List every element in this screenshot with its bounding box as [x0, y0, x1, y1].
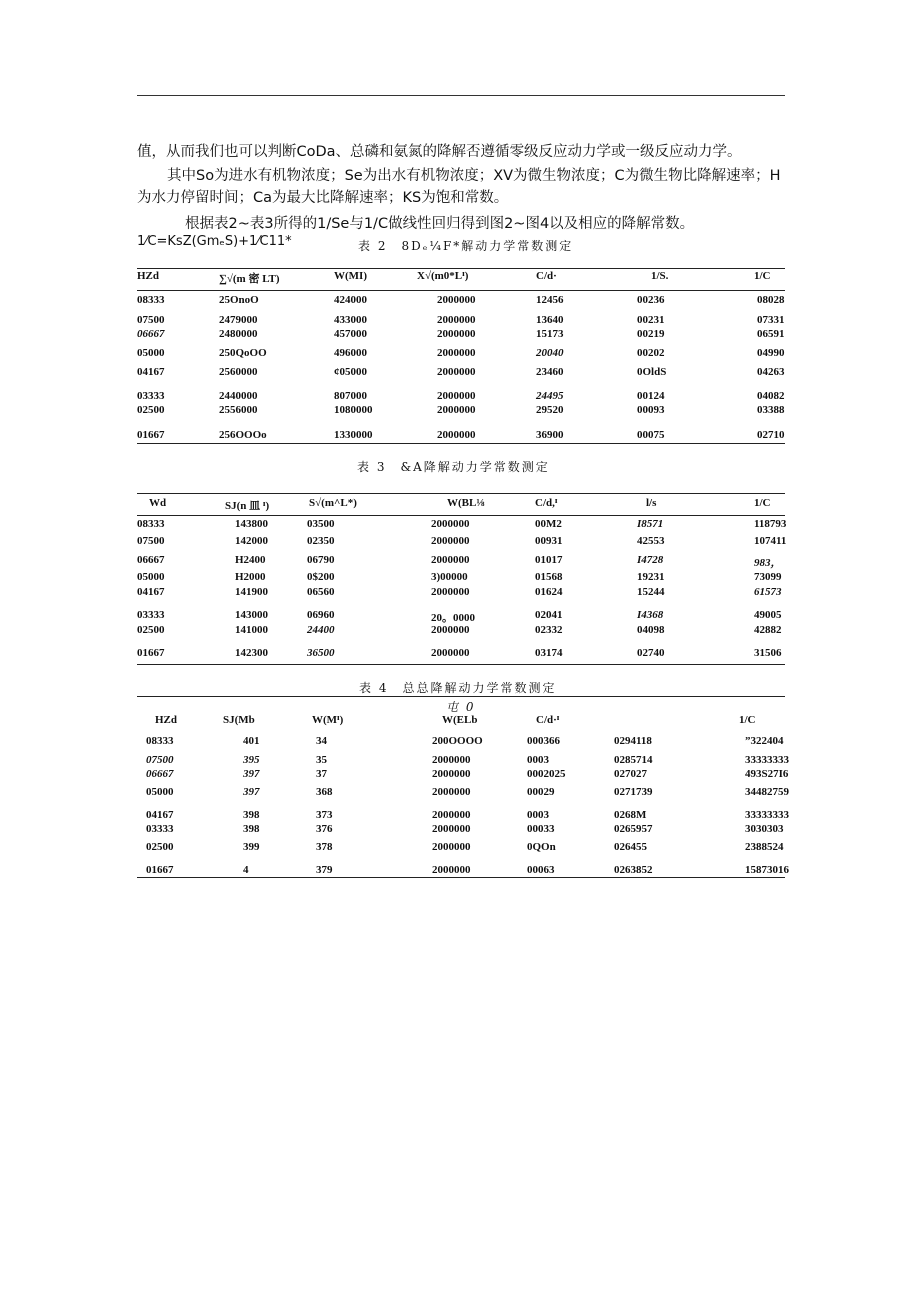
- table-cell: 02500: [146, 841, 174, 853]
- table-cell: 143800: [235, 518, 268, 530]
- table-bottom-rule: [137, 664, 785, 665]
- column-header: W(Mᴵ): [312, 714, 344, 726]
- table-cell: 2560000: [219, 366, 258, 378]
- column-header: 1/C: [754, 497, 771, 509]
- table-cell: 05000: [137, 571, 165, 583]
- table-cell: 04990: [757, 347, 785, 359]
- table-cell: 33333333: [745, 809, 789, 821]
- table-cell: 2000000: [431, 647, 470, 659]
- table-cell: 2479000: [219, 314, 258, 326]
- table-cell: 983，: [754, 557, 782, 569]
- table-cell: 2000000: [437, 429, 476, 441]
- table-cell: 0OldS: [637, 366, 667, 378]
- table-cell: 424000: [334, 294, 367, 306]
- table-cell: 31506: [754, 647, 782, 659]
- table-cell: 02740: [637, 647, 665, 659]
- table-cell: 00075: [637, 429, 665, 441]
- column-header: ∑√(m 密 LT): [219, 273, 280, 285]
- table-cell: 026455: [614, 841, 647, 853]
- table-cell: 06960: [307, 609, 335, 621]
- table-cell: 378: [316, 841, 333, 853]
- table-cell: 03500: [307, 518, 335, 530]
- table-cell: ”322404: [745, 735, 784, 747]
- column-header: S√(m^L*): [309, 497, 357, 509]
- table-cell: 433000: [334, 314, 367, 326]
- column-header: C/d,ᴵ: [535, 497, 558, 509]
- table-cell: 06591: [757, 328, 785, 340]
- table-cell: 373: [316, 809, 333, 821]
- paragraph-regression: 根据表2~表3所得的1/Se与1/C做线性回归得到图2~图4以及相应的降解常数。: [185, 216, 695, 232]
- table-cell: 35: [316, 754, 327, 766]
- table-cell: 07500: [137, 314, 165, 326]
- table-cell: 20040: [536, 347, 564, 359]
- table-cell: 06667: [137, 328, 165, 340]
- table-cell: 2000000: [432, 754, 471, 766]
- table-cell: 2480000: [219, 328, 258, 340]
- table-cell: 2556000: [219, 404, 258, 416]
- table-bottom-rule: [137, 877, 785, 878]
- table-3-caption: 表 3 &A降解动力学常数测定: [357, 460, 550, 474]
- table-cell: 3030303: [745, 823, 784, 835]
- table-cell: 250QoOO: [219, 347, 267, 359]
- table-cell: 05000: [137, 347, 165, 359]
- table-cell: 000366: [527, 735, 560, 747]
- table-cell: 01017: [535, 554, 563, 566]
- table-cell: I4368: [637, 609, 664, 621]
- table-cell: 01667: [137, 647, 165, 659]
- table-cell: 42553: [637, 535, 665, 547]
- table-cell: 0003: [527, 754, 549, 766]
- table-cell: 08333: [146, 735, 174, 747]
- table-cell: 04098: [637, 624, 665, 636]
- table-top-rule: [137, 268, 785, 269]
- table-cell: 0002025: [527, 768, 566, 780]
- table-2: [137, 264, 785, 444]
- table-cell: 143000: [235, 609, 268, 621]
- table-cell: 027027: [614, 768, 647, 780]
- table-cell: 2000000: [437, 314, 476, 326]
- table-cell: 2000000: [437, 366, 476, 378]
- table-cell: 03333: [137, 609, 165, 621]
- column-header: C/d·ᴵ: [536, 714, 560, 726]
- table-cell: 02350: [307, 535, 335, 547]
- table-cell: 1080000: [334, 404, 373, 416]
- column-header: W(ELb: [442, 714, 478, 726]
- table-cell: 142300: [235, 647, 268, 659]
- table-cell: H2400: [235, 554, 266, 566]
- formula: 1⁄C=KsZ(GmₑS)+1⁄C11*: [137, 234, 292, 249]
- table-cell: 397: [243, 768, 260, 780]
- table-cell: I8571: [637, 518, 664, 530]
- table-cell: 15244: [637, 586, 665, 598]
- table-cell: 256OOOo: [219, 429, 267, 441]
- table-cell: 493S27I6: [745, 768, 789, 780]
- table-bottom-rule: [137, 443, 785, 444]
- table-cell: 03388: [757, 404, 785, 416]
- table-cell: 2000000: [431, 554, 470, 566]
- table-cell: 08333: [137, 294, 165, 306]
- column-header: W(BL⅛: [447, 497, 485, 509]
- table-cell: 01624: [535, 586, 563, 598]
- column-header: SJ(n 皿 ᴵ): [225, 500, 270, 512]
- table-top-rule: [137, 493, 785, 494]
- column-header: HZd: [137, 270, 160, 282]
- table-3: [137, 487, 785, 665]
- table-cell: 398: [243, 809, 260, 821]
- table-cell: 02500: [137, 624, 165, 636]
- table-cell: 02500: [137, 404, 165, 416]
- table-cell: 2000000: [432, 841, 471, 853]
- table-cell: 06790: [307, 554, 335, 566]
- table-cell: 05000: [146, 786, 174, 798]
- column-header: l/s: [646, 497, 657, 509]
- table-cell: 00219: [637, 328, 665, 340]
- table-top-rule: [137, 696, 785, 697]
- table-cell: 2000000: [431, 535, 470, 547]
- table-cell: 2000000: [437, 347, 476, 359]
- table-cell: 0003: [527, 809, 549, 821]
- table-cell: 15873016: [745, 864, 789, 876]
- table-4: [137, 695, 789, 880]
- table-cell: 368: [316, 786, 333, 798]
- table-cell: 07500: [146, 754, 174, 766]
- table-cell: 0265957: [614, 823, 653, 835]
- table-cell: I4728: [637, 554, 664, 566]
- table-cell: 2000000: [437, 294, 476, 306]
- table-cell: 06667: [146, 768, 174, 780]
- table-cell: 0285714: [614, 754, 653, 766]
- table-cell: 496000: [334, 347, 367, 359]
- table-cell: 13640: [536, 314, 564, 326]
- table-header-rule: [137, 290, 785, 291]
- table-cell: 2000000: [437, 328, 476, 340]
- table-cell: 00029: [527, 786, 555, 798]
- table-cell: ¢05000: [334, 366, 367, 378]
- table-cell: 03333: [146, 823, 174, 835]
- table-cell: 07500: [137, 535, 165, 547]
- table-cell: 376: [316, 823, 333, 835]
- column-header: 1/S.: [651, 270, 669, 282]
- column-header: 1/C: [754, 270, 771, 282]
- table-2-caption: 表 2 8Dₑ¼F*解动力学常数测定: [358, 239, 574, 253]
- table-cell: 142000: [235, 535, 268, 547]
- table-cell: 23460: [536, 366, 564, 378]
- table-cell: 00M2: [535, 518, 562, 530]
- table-cell: 04167: [146, 809, 174, 821]
- table-cell: 2000000: [432, 823, 471, 835]
- table-cell: 03333: [137, 390, 165, 402]
- table-cell: 36500: [307, 647, 335, 659]
- table-cell: 4: [243, 864, 249, 876]
- table-cell: 04167: [137, 586, 165, 598]
- table-cell: 2000000: [432, 864, 471, 876]
- table-cell: 3)00000: [431, 571, 468, 583]
- table-cell: 2000000: [437, 404, 476, 416]
- column-header: 1/C: [739, 714, 756, 726]
- table-cell: 25OnoO: [219, 294, 259, 306]
- table-cell: 49005: [754, 609, 782, 621]
- table-cell: 2388524: [745, 841, 784, 853]
- table-cell: 01667: [137, 429, 165, 441]
- table-cell: 19231: [637, 571, 665, 583]
- table-cell: 36900: [536, 429, 564, 441]
- table-cell: 399: [243, 841, 260, 853]
- table-cell: 00236: [637, 294, 665, 306]
- table-cell: 401: [243, 735, 260, 747]
- table-cell: 00033: [527, 823, 555, 835]
- table-cell: 0$200: [307, 571, 335, 583]
- table-cell: 02710: [757, 429, 785, 441]
- table-cell: 0294118: [614, 735, 652, 747]
- paragraph-definitions: 其中So为进水有机物浓度；Se为出水有机物浓度；XV为微生物浓度；C为微生物比降解速率；H为水力停留时间；Ca为最大比降解速率；KS为饱和常数。: [137, 168, 781, 206]
- table-cell: 807000: [334, 390, 367, 402]
- table-cell: 00124: [637, 390, 665, 402]
- column-header: Wd: [149, 497, 167, 509]
- table-cell: 2000000: [432, 809, 471, 821]
- table-cell: 2440000: [219, 390, 258, 402]
- table-cell: 395: [243, 754, 260, 766]
- table-header-rule: [137, 515, 785, 516]
- table-cell: 37: [316, 768, 327, 780]
- table-cell: 03174: [535, 647, 563, 659]
- table-cell: 04167: [137, 366, 165, 378]
- table-cell: 08028: [757, 294, 785, 306]
- table-cell: 2000000: [437, 390, 476, 402]
- table-cell: 200OOOO: [432, 735, 483, 747]
- table-cell: 34: [316, 735, 327, 747]
- table-cell: 00231: [637, 314, 665, 326]
- table-cell: 04082: [757, 390, 785, 402]
- table-4-caption: 表 4 总总降解动力学常数测定: [359, 681, 557, 695]
- table-cell: 397: [243, 786, 260, 798]
- table-cell: 15173: [536, 328, 564, 340]
- table-cell: 398: [243, 823, 260, 835]
- table-cell: 00202: [637, 347, 665, 359]
- table-cell: 01667: [146, 864, 174, 876]
- table-cell: 2000000: [431, 586, 470, 598]
- table-cell: 02332: [535, 624, 563, 636]
- table-cell: 379: [316, 864, 333, 876]
- table-cell: 06667: [137, 554, 165, 566]
- table-cell: 0263852: [614, 864, 653, 876]
- table-cell: 0271739: [614, 786, 653, 798]
- table-cell: 2000000: [431, 624, 470, 636]
- table-cell: 2000000: [432, 786, 471, 798]
- table-cell: 00063: [527, 864, 555, 876]
- table-cell: 2000000: [431, 518, 470, 530]
- table-cell: 24400: [307, 624, 335, 636]
- table-cell: 1330000: [334, 429, 373, 441]
- table-cell: H2000: [235, 571, 266, 583]
- table-cell: 73099: [754, 571, 782, 583]
- header-rule: [137, 95, 785, 96]
- table-cell: 08333: [137, 518, 165, 530]
- table-cell: 141000: [235, 624, 268, 636]
- table-cell: 42882: [754, 624, 782, 636]
- table-cell: 2000000: [432, 768, 471, 780]
- table-4-subcaption: 屯 0: [446, 700, 476, 714]
- table-cell: 04263: [757, 366, 785, 378]
- table-cell: 107411: [754, 535, 787, 547]
- table-cell: 02041: [535, 609, 563, 621]
- table-cell: 33333333: [745, 754, 789, 766]
- paragraph-conclusion: 值，从而我们也可以判断CoDa、总磷和氨氮的降解否遵循零级反应动力学或一级反应动力学。: [137, 144, 742, 160]
- column-header: SJ(Mb: [223, 714, 255, 726]
- column-header: X√(m0*Lᴵ): [417, 270, 469, 282]
- table-cell: 24495: [536, 390, 564, 402]
- table-cell: 00931: [535, 535, 563, 547]
- table-cell: 01568: [535, 571, 563, 583]
- table-cell: 34482759: [745, 786, 789, 798]
- table-cell: 61573: [754, 586, 782, 598]
- column-header: W(MI): [334, 270, 367, 282]
- table-cell: 457000: [334, 328, 367, 340]
- table-cell: 118793: [754, 518, 787, 530]
- table-cell: 29520: [536, 404, 564, 416]
- table-cell: 20。0000: [431, 612, 475, 624]
- column-header: C/d·: [536, 270, 557, 282]
- table-cell: 06560: [307, 586, 335, 598]
- table-cell: 0QOn: [527, 841, 556, 853]
- table-cell: 0268M: [614, 809, 647, 821]
- column-header: HZd: [155, 714, 178, 726]
- table-cell: 07331: [757, 314, 785, 326]
- table-cell: 00093: [637, 404, 665, 416]
- table-cell: 12456: [536, 294, 564, 306]
- table-cell: 141900: [235, 586, 268, 598]
